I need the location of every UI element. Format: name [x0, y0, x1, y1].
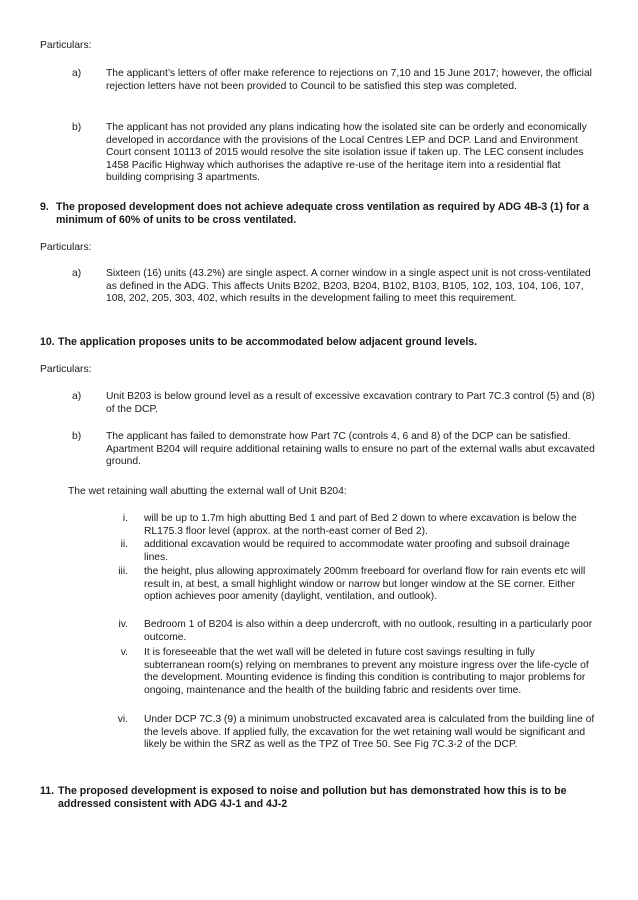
item-text: Unit B203 is below ground level as a result of excessive excavation contrary to Part 7C.3 control (5) and (8) of the DCP. [106, 391, 595, 415]
item-text: The applicant has not provided any plans indicating how the isolated site can be orderly and economically developed in accordance with the provisions of the Local Centres LEP and DCP. Land and Environment Court consent 10113 of 2015 would resolve the site isolation issue if taken up. The LEC consent includes 1458 Pacific Highway which authorises the adaptive re-use of the heritage item into a residential flat building comprising 3 apartments. [106, 122, 587, 184]
item-text: additional excavation would be required to accommodate water proofing and subsoil drainage lines. [144, 539, 570, 563]
section-heading-text: The application proposes units to be accommodated below adjacent ground levels. [58, 336, 478, 348]
item-label: a) [72, 391, 82, 402]
item-text: the height, plus allowing approximately 200mm freeboard for overland flow for rain events etc will result in, at best, a small highlight window or narrow but longer window at the SE corner. Either option achieves poor amenity (daylight, ventilation, and outlook). [144, 566, 586, 603]
item-label: a) [72, 268, 82, 279]
section-number: 10. [40, 336, 55, 348]
section-number: 9. [40, 201, 49, 213]
item-label: b) [72, 431, 82, 442]
particulars-label: Particulars: [40, 40, 92, 51]
particulars-label: Particulars: [40, 242, 92, 253]
item-text: It is foreseeable that the wet wall will be deleted in future cost savings resulting in fully subterranean room(s) relying on membranes to prevent any moisture ingress over the life-cycle of the development. Mounting evidence is finding this condition is contributing to major problems for ongoing, maintenance and the health of the building fabric and residents over time. [144, 647, 589, 696]
item-label: a) [72, 68, 82, 79]
item-text: Bedroom 1 of B204 is also within a deep undercroft, with no outlook, resulting in a particularly poor outcome. [144, 619, 593, 643]
item-text: Under DCP 7C.3 (9) a minimum unobstructed excavated area is calculated from the building line of the levels above. If applied fully, the excavation for the wet retaining wall would be significant and likely be within the SRZ as well as the TPZ of Tree 50. See Fig 7C.3-2 of the DCP. [144, 714, 595, 751]
particulars-label: Particulars: [40, 364, 92, 375]
item-label: i. [122, 513, 128, 524]
item-label: ii. [120, 539, 128, 550]
wet-wall-intro: The wet retaining wall abutting the external wall of Unit B204: [68, 486, 347, 497]
item-label: iv. [118, 619, 128, 630]
section-heading-text: The proposed development does not achieve adequate cross ventilation as required by ADG 4B-3 (1) for a minimum of 60% of units to be cross ventilated. [56, 201, 589, 226]
item-text: Sixteen (16) units (43.2%) are single aspect. A corner window in a single aspect unit is not cross-ventilated as defined in the ADG. This affects Units B202, B203, B204, B102, B103, B105, 102, 103, 104, 106, 107, 108, 202, 205, 303, 402, which results in the development failing to meet this requirement. [106, 268, 591, 305]
item-text: will be up to 1.7m high abutting Bed 1 and part of Bed 2 down to where excavation is below the RL175.3 floor level (approx. at the north-east corner of Bed 2). [144, 513, 577, 537]
item-label: vi. [117, 714, 128, 725]
item-label: iii. [118, 566, 128, 577]
item-label: b) [72, 122, 82, 133]
item-text: The applicant has failed to demonstrate how Part 7C (controls 4, 6 and 8) of the DCP can be satisfied. Apartment B204 will require additional retaining walls to ensure no part of the external walls abut excavated ground. [106, 431, 595, 468]
item-label: v. [120, 647, 128, 658]
section-heading-text: The proposed development is exposed to noise and pollution but has demonstrated how this is to be addressed consistent with ADG 4J-1 and 4J-2 [58, 785, 567, 810]
section-number: 11. [40, 785, 55, 797]
item-text: The applicant’s letters of offer make reference to rejections on 7,10 and 15 June 2017; however, the official rejection letters have not been provided to Council to be satisfied this step was completed. [106, 68, 592, 92]
